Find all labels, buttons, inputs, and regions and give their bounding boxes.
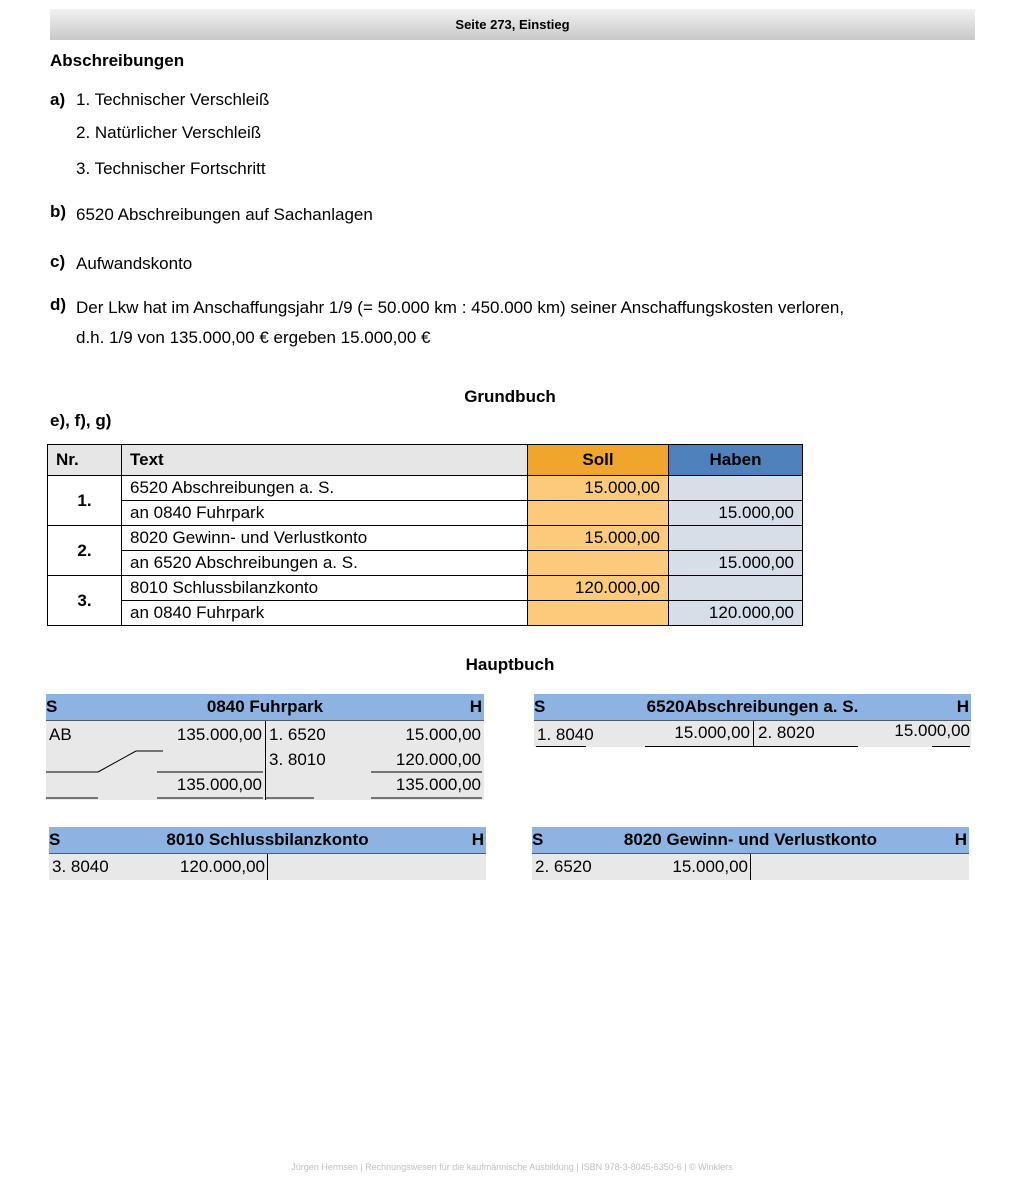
t-account-header (534, 694, 971, 721)
empty-cell (528, 501, 669, 526)
debit-amount: 15.000,00 (672, 857, 748, 876)
t-account-abschreibungen (534, 694, 971, 750)
credit-text: an 0840 Fuhrpark (122, 501, 528, 526)
account-title: 6520Abschreibungen a. S. (646, 697, 859, 716)
debit-label: AB (49, 725, 72, 744)
credit-label: 2. 8020 (758, 723, 815, 742)
debit-amount: 120.000,00 (179, 857, 265, 876)
grundbuch-table (47, 444, 803, 626)
t-divider (267, 854, 268, 880)
page-footer: Jürgen Hermsen | Rechnungswesen für die kaufmännische Ausbildung | ISBN 978-3-8045-6350-6 | © Winklers (291, 1162, 733, 1172)
account-title: 8010 Schlussbilanzkonto (166, 830, 369, 849)
soll-marker: S (49, 830, 61, 849)
debit-text: 8010 Schlussbilanzkonto (122, 576, 528, 601)
haben-marker: H (956, 697, 969, 716)
col-soll: Soll (528, 445, 669, 476)
entry-number: 1. (48, 476, 122, 526)
underline (932, 746, 970, 747)
debit-label: 1. 8040 (537, 725, 594, 744)
credit-label: 3. 8010 (269, 750, 326, 769)
empty-cell (669, 576, 803, 601)
table-row (48, 601, 803, 626)
debit-amount: 135.000,00 (176, 725, 262, 744)
answer-d-line1: Der Lkw hat im Anschaffungsjahr 1/9 (= 50.000 km : 450.000 km) seiner Anschaffungskosten verloren, (76, 298, 845, 317)
t-account-header (49, 827, 486, 854)
haben-marker: H (471, 830, 484, 849)
debit-amount: 15.000,00 (528, 526, 669, 551)
label-b: b) (50, 202, 67, 221)
col-nr: Nr. (48, 445, 122, 476)
hauptbuch-heading: Hauptbuch (465, 655, 555, 674)
credit-amount: 15.000,00 (669, 501, 803, 526)
debit-amount: 15.000,00 (528, 476, 669, 501)
credit-total: 135.000,00 (395, 775, 481, 794)
section-title: Abschreibungen (50, 51, 185, 70)
soll-marker: S (532, 830, 544, 849)
empty-cell (669, 476, 803, 501)
credit-label: 1. 6520 (269, 725, 326, 744)
answer-b: 6520 Abschreibungen auf Sachanlagen (76, 205, 373, 224)
table-row (48, 551, 803, 576)
credit-text: an 6520 Abschreibungen a. S. (122, 551, 528, 576)
table-row (48, 576, 803, 601)
t-account-header (532, 827, 969, 854)
underline (536, 746, 586, 747)
table-header-row (48, 445, 803, 476)
soll-marker: S (534, 697, 546, 716)
empty-cell (528, 551, 669, 576)
empty-cell (669, 526, 803, 551)
debit-label: 2. 6520 (535, 857, 592, 876)
credit-amount: 15.000,00 (669, 551, 803, 576)
table-row (48, 476, 803, 501)
debit-amount: 120.000,00 (528, 576, 669, 601)
t-divider (753, 721, 754, 747)
list-item: 3. Technischer Fortschritt (76, 159, 266, 178)
t-account-header (46, 694, 484, 721)
label-c: c) (50, 252, 66, 271)
entry-number: 2. (48, 526, 122, 576)
debit-text: 6520 Abschreibungen a. S. (122, 476, 528, 501)
label-a: a) (50, 90, 66, 109)
closing-strokes (46, 721, 484, 802)
t-divider (750, 854, 751, 880)
credit-amount: 120.000,00 (395, 750, 481, 769)
empty-cell (528, 601, 669, 626)
answer-d-line2: d.h. 1/9 von 135.000,00 € ergeben 15.000,00 € (76, 328, 431, 347)
haben-marker: H (954, 830, 967, 849)
haben-marker: H (469, 697, 482, 716)
debit-amount: 15.000,00 (674, 723, 750, 742)
table-row (48, 526, 803, 551)
debit-label: 3. 8040 (52, 857, 109, 876)
grundbuch-heading: Grundbuch (464, 387, 556, 406)
table-row (48, 501, 803, 526)
col-text: Text (122, 445, 528, 476)
underline (645, 746, 858, 747)
col-haben: Haben (669, 445, 803, 476)
list-item: 2. Natürlicher Verschleiß (76, 123, 262, 142)
answer-c: Aufwandskonto (76, 254, 193, 273)
entry-number: 3. (48, 576, 122, 626)
credit-amount: 15.000,00 (405, 725, 481, 744)
list-item: 1. Technischer Verschleiß (76, 90, 270, 109)
credit-amount: 15.000,00 (894, 721, 970, 740)
account-title: 8020 Gewinn- und Verlustkonto (623, 830, 878, 849)
credit-text: an 0840 Fuhrpark (122, 601, 528, 626)
credit-amount: 120.000,00 (669, 601, 803, 626)
debit-total: 135.000,00 (176, 775, 262, 794)
page-header: Seite 273, Einstieg (50, 9, 975, 40)
soll-marker: S (46, 697, 58, 716)
label-efg: e), f), g) (50, 411, 112, 430)
t-account-guv (532, 827, 969, 881)
account-title: 0840 Fuhrpark (206, 697, 324, 716)
t-account-schlussbilanz (49, 827, 486, 881)
debit-text: 8020 Gewinn- und Verlustkonto (122, 526, 528, 551)
t-account-fuhrpark (46, 694, 484, 802)
label-d: d) (50, 295, 67, 314)
